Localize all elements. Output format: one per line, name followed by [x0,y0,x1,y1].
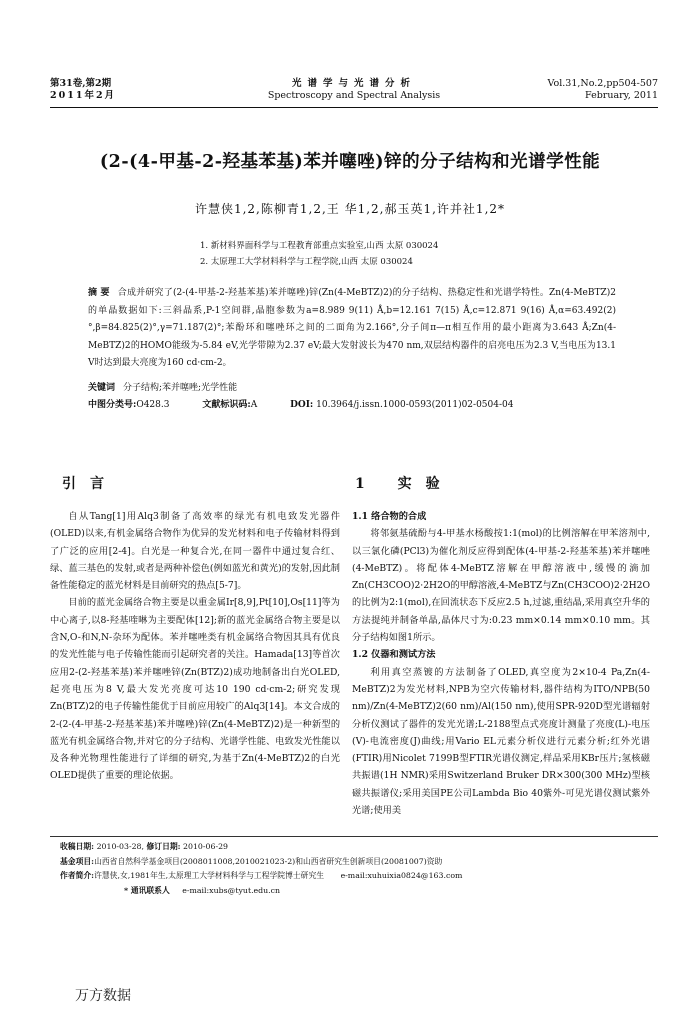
fund-line [60,855,660,870]
footnotes [60,840,660,898]
revised-date: 2010-06-29 [183,842,229,851]
citation-info [548,78,658,102]
doi-label: DOI: [290,400,314,410]
clc-label: 中图分类号: [88,400,137,410]
author-bio-line [60,869,660,884]
keywords-label: 关键词 [88,383,116,393]
fund-label: 基金项目: [60,856,95,866]
affiliation-1: 1. 新材料界面科学与工程教育部重点实验室,山西 太原 030024 [200,241,439,251]
contact-label: * 通讯联系人 [124,885,170,895]
experiment-heading: 1 实验 [355,476,454,492]
revised-label: 修订日期: [146,842,181,851]
section-1-1-heading: 1.1 络合物的合成 [352,511,427,522]
intro-heading: 引言 [62,476,118,492]
intro-paragraph-2: 目前的蓝光金属络合物主要是以重金属Ir[8,9],Pt[10],Os[11]等为中心离子,以8-羟基喹啉为主要配体[12];新的蓝光金属络合物主要是以含N,O-和N,N-杂环为配体。苯并噻唑类有机金属络合物因其具有优良的发光性能与电子传输性能而引起研究者的关注。Hamada[13]等首次应用2-(2-羟基苯基)苯并噻唑锌(Zn(BTZ)2)成功地制备出白光OLED,起亮电压为8 V,最大发光亮度可达10 190 cd·cm-2;研究发现Zn(BTZ)2的电子传输性能优于目前应用较广的Alq3[14]。本文合成的2-(2-(4-甲基-2-羟基苯基)苯并噻唑)锌(Zn(4-MeBTZ)2)是一种新型的蓝光有机金属络合物,并对它的分子结构、光谱学性能、电致发光性能以及各种光物理性能进行了详细的研究,为基于Zn(4-MeBTZ)2的白光OLED提供了重要的理论依据。 [50,597,340,782]
volume-issue: 第31卷,第2期 [50,78,112,89]
clc-value: O428.3 [136,400,170,410]
classification-row [88,397,616,414]
contact-email: e-mail:xubs@tyut.edu.cn [182,885,281,895]
footnote-rule [50,836,658,837]
author-bio-label: 作者简介: [60,871,95,880]
received-date: 2010-03-28, [96,842,144,851]
doi-value: 10.3964/j.issn.1000-0593(2011)02-0504-04 [316,400,514,410]
intro-paragraph-1: 自从Tang[1]用Alq3制备了高效率的绿光有机电致发光器件(OLED)以来,有机金属络合物作为优异的发光材料和电子传输材料得到了广泛的应用[2-4]。白光是一种复合光,在同一器件中通过复合红、绿、蓝三基色的发射,或者是两种补偿色(例如蓝光和黄光)的发射,因此制备性能稳定的蓝光材料是目前研究的热点[5-7]。 [50,511,340,592]
section-1-2-text: 利用真空蒸镀的方法制备了OLED,真空度为2×10-4 Pa,Zn(4-MeBTZ)2为发光材料,NPB为空穴传输材料,器件结构为ITO/NPB(50 nm)/Zn(4-MeBTZ)2(60 nm)/Al(150 nm),使用SPR-920D型光谱辐射分析仪测试了器件的发光光谱;L-2188型点式亮度计测量了亮度(L)-电压(V)-电流密度(J)曲线;用Vario EL元素分析仪进行元素分析;红外光谱(FTIR)用Nicolet 7199B型FTIR光谱仪测定,样品采用KBr压片;氢核磁共振谱(1H NMR)采用Switzerland Bruker DR×300(300 MHz)型核磁共振谱仪;采用美国PE公司Lambda Bio 40紫外-可见光谱仪测试紫外光谱;使用美 [352,666,650,817]
author-email: e-mail:xuhuixia0824@163.com [340,871,463,880]
header-rule [50,107,658,108]
abstract [88,285,616,373]
vol-pages: Vol.31,No.2,pp504-507 [547,78,658,89]
keywords-block [88,380,616,414]
received-label: 收稿日期: [60,842,95,851]
issue-date-en: February, 2011 [585,90,658,101]
author-bio-text: 许慧侠,女,1981年生,太原理工大学材料科学与工程学院博士研究生 [94,871,325,880]
keywords-text: 分子结构;苯并噻唑;光学性能 [123,383,238,393]
section-1-2-heading: 1.2 仪器和测试方法 [352,649,436,661]
section-1-1-text: 将邻氨基硫酚与4-甲基水杨酸按1:1(mol)的比例溶解在甲苯溶剂中,以三氯化磷(PCl3)为催化剂反应得到配体(4-甲基-2-羟基苯基)苯并噻唑(4-MeBTZ)。将配体4-MeBTZ溶解在甲醇溶液中,缓慢的滴加Zn(CH3COO)2·2H2O的甲醇溶液,4-MeBTZ与Zn(CH3COO)2·2H2O的比例为2:1(mol),在回流状态下反应2.5 h,过滤,重结晶,采用真空升华的方法提纯并制备单晶,晶体尺寸为:0.23 mm×0.14 mm×0.10 mm。其分子结构如图1所示。 [352,528,651,644]
watermark: 万方数据 [75,988,131,1004]
running-header [50,78,658,106]
author-list: 许慧侠1,2,陈柳青1,2,王 华1,2,郝玉英1,许并社1,2* [194,202,506,216]
right-column [352,508,650,819]
dates-line [60,840,660,855]
left-column [50,508,340,785]
paper-title: (2-(4-甲基-2-羟基苯基)苯并噻唑)锌的分子结构和光谱学性能 [99,152,601,172]
abstract-label: 摘 要 [88,288,110,298]
journal-name-cn: 光谱学与光谱分析 [291,78,416,89]
doc-code-label: 文献标识码: [202,400,251,410]
issue-date-cn: 2011年2月 [50,90,117,101]
contact-line [60,884,660,899]
affiliation-2: 2. 太原理工大学材料科学与工程学院,山西 太原 030024 [200,257,413,267]
affiliations [200,238,600,270]
doc-code-value: A [250,400,258,410]
fund-text: 山西省自然科学基金项目(2008011008,2010021023-2)和山西省研究生创新项目(20081007)资助 [94,856,443,866]
abstract-text: 合成并研究了(2-(4-甲基-2-羟基苯基)苯并噻唑)锌(Zn(4-MeBTZ)2)的分子结构、热稳定性和光谱学特性。Zn(4-MeBTZ)2的单晶数据如下:三斜晶系,P-1空间群,晶胞参数为a=8.989 9(11) Å,b=12.161 7(15) Å,c=12.871 9(16) Å,α=63.492(2)°,β=84.825(2)°,γ=71.187(2)°;苯酚环和噻唑环之间的二面角为2.166°,分子间π—π相互作用的最小距离为3.643 Å;Zn(4-MeBTZ)2的HOMO能级为-5.84 eV,光学带隙为2.37 eV;最大发射波长为470 nm,双层结构器件的启亮电压为2.3 V,当电压为13.1 V时达到最大亮度为160 cd·cm-2。 [88,288,616,368]
journal-name-en: Spectroscopy and Spectral Analysis [267,90,441,101]
